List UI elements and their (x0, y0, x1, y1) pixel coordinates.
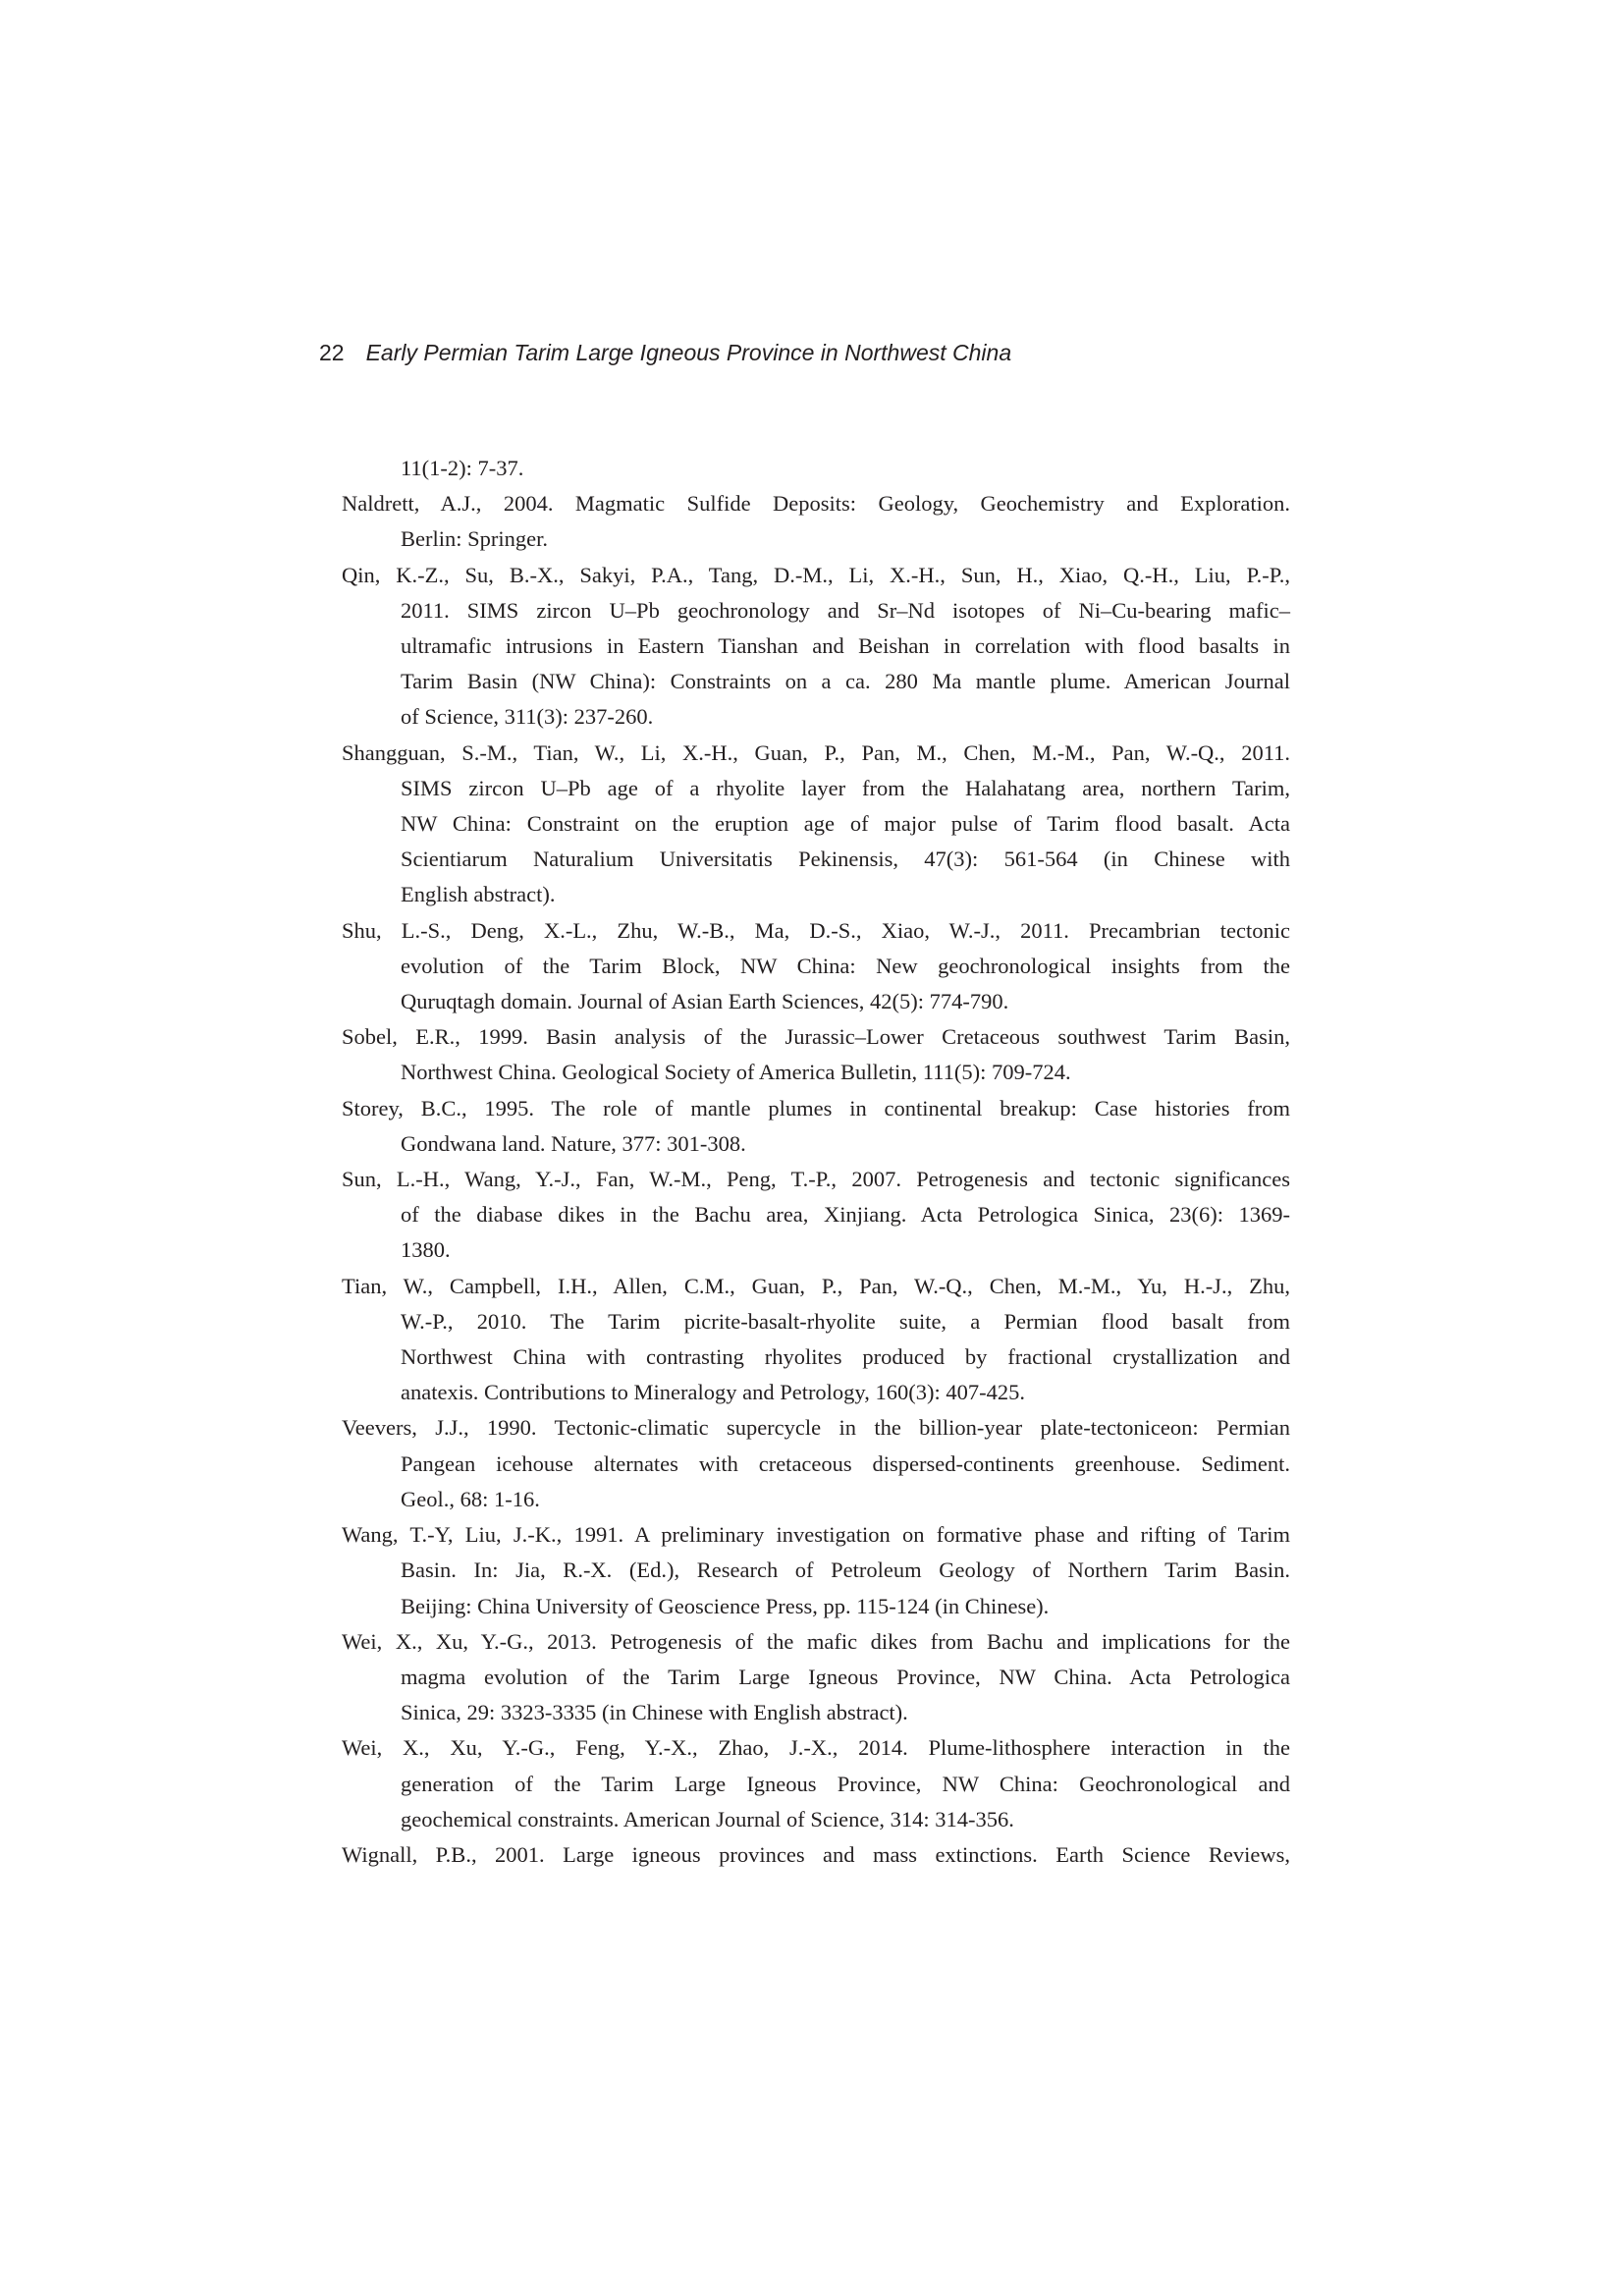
reference-line: of Science, 311(3): 237-260. (401, 704, 654, 730)
reference-line: Shu, L.-S., Deng, X.-L., Zhu, W.-B., Ma, D.-S., Xiao, W.-J., 2011. Precambrian tectonic (342, 917, 1290, 943)
reference-line: Storey, B.C., 1995. The role of mantle plumes in continental breakup: Case histories from (342, 1095, 1290, 1121)
reference-list (342, 451, 1290, 1873)
reference-line: NW China: Constraint on the eruption age of major pulse of Tarim flood basalt. Acta (401, 811, 1290, 837)
reference-line: 1380. (401, 1237, 451, 1263)
reference-entry (342, 1730, 1290, 1837)
reference-line: Naldrett, A.J., 2004. Magmatic Sulfide Deposits: Geology, Geochemistry and Exploration. (342, 491, 1290, 517)
reference-line: magma evolution of the Tarim Large Igneous Province, NW China. Acta Petrologica (401, 1664, 1290, 1689)
reference-entry (342, 451, 1290, 486)
reference-line: Veevers, J.J., 1990. Tectonic-climatic supercycle in the billion-year plate-tectoniceon: Permian (342, 1415, 1290, 1441)
reference-entry (342, 1019, 1290, 1090)
reference-entry (342, 486, 1290, 557)
reference-line: Qin, K.-Z., Su, B.-X., Sakyi, P.A., Tang, D.-M., Li, X.-H., Sun, H., Xiao, Q.-H., Liu, P.-P., (342, 562, 1290, 587)
reference-line: Sinica, 29: 3323-3335 (in Chinese with English abstract). (401, 1700, 908, 1725)
reference-line: Quruqtagh domain. Journal of Asian Earth Sciences, 42(5): 774-790. (401, 989, 1009, 1014)
book-title: Early Permian Tarim Large Igneous Province in Northwest China (365, 340, 1012, 365)
reference-line: Gondwana land. Nature, 377: 301-308. (401, 1130, 746, 1156)
reference-line: geochemical constraints. American Journal of Science, 314: 314-356. (401, 1806, 1014, 1831)
reference-entry (342, 913, 1290, 1020)
reference-line: of the diabase dikes in the Bachu area, Xinjiang. Acta Petrologica Sinica, 23(6): 1369- (401, 1202, 1290, 1228)
reference-line: Tarim Basin (NW China): Constraints on a ca. 280 Ma mantle plume. American Journal (401, 669, 1290, 694)
reference-entry (342, 736, 1290, 913)
reference-line: evolution of the Tarim Block, NW China: New geochronological insights from the (401, 953, 1290, 978)
reference-line: 11(1-2): 7-37. (401, 456, 524, 480)
reference-line: Northwest China with contrasting rhyolites produced by fractional crystallization and (401, 1344, 1290, 1370)
reference-entry (342, 1837, 1290, 1873)
reference-line: anatexis. Contributions to Mineralogy and Petrology, 160(3): 407-425. (401, 1380, 1025, 1405)
reference-line: 2011. SIMS zircon U–Pb geochronology and Sr–Nd isotopes of Ni–Cu-bearing mafic– (401, 597, 1290, 623)
reference-entry (342, 1624, 1290, 1731)
reference-line: SIMS zircon U–Pb age of a rhyolite layer from the Halahatang area, northern Tarim, (401, 775, 1290, 800)
running-head (319, 340, 1011, 366)
reference-line: Sobel, E.R., 1999. Basin analysis of the Jurassic–Lower Cretaceous southwest Tarim Basin, (342, 1024, 1290, 1050)
reference-line: Pangean icehouse alternates with cretaceous dispersed-continents greenhouse. Sediment. (401, 1450, 1290, 1476)
reference-line: generation of the Tarim Large Igneous Province, NW China: Geochronological and (401, 1771, 1290, 1796)
reference-entry (342, 1269, 1290, 1411)
reference-line: W.-P., 2010. The Tarim picrite-basalt-rhyolite suite, a Permian flood basalt from (401, 1308, 1290, 1334)
reference-line: Wei, X., Xu, Y.-G., Feng, Y.-X., Zhao, J.-X., 2014. Plume-lithosphere interaction in the (342, 1735, 1290, 1761)
reference-line: Scientiarum Naturalium Universitatis Pekinensis, 47(3): 561-564 (in Chinese with (401, 847, 1290, 872)
reference-entry (342, 1162, 1290, 1269)
page-number: 22 (319, 340, 345, 365)
reference-line: Basin. In: Jia, R.-X. (Ed.), Research of Petroleum Geology of Northern Tarim Basin. (401, 1558, 1290, 1583)
reference-entry (342, 558, 1290, 736)
reference-entry (342, 1091, 1290, 1162)
reference-entry (342, 1517, 1290, 1624)
reference-line: Wei, X., Xu, Y.-G., 2013. Petrogenesis of the mafic dikes from Bachu and implications for the (342, 1628, 1290, 1654)
reference-line: Berlin: Springer. (401, 526, 548, 552)
reference-line: Wignall, P.B., 2001. Large igneous provinces and mass extinctions. Earth Science Reviews, (342, 1841, 1290, 1867)
reference-entry (342, 1410, 1290, 1517)
reference-line: Northwest China. Geological Society of America Bulletin, 111(5): 709-724. (401, 1060, 1071, 1085)
reference-line: English abstract). (401, 882, 556, 907)
reference-line: Wang, T.-Y, Liu, J.-K., 1991. A preliminary investigation on formative phase and rifting of Tarim (342, 1522, 1290, 1548)
reference-line: Tian, W., Campbell, I.H., Allen, C.M., Guan, P., Pan, W.-Q., Chen, M.-M., Yu, H.-J., Zhu, (342, 1273, 1290, 1298)
reference-line: ultramafic intrusions in Eastern Tianshan and Beishan in correlation with flood basalts in (401, 633, 1290, 659)
reference-line: Sun, L.-H., Wang, Y.-J., Fan, W.-M., Peng, T.-P., 2007. Petrogenesis and tectonic significances (342, 1167, 1290, 1192)
reference-line: Shangguan, S.-M., Tian, W., Li, X.-H., Guan, P., Pan, M., Chen, M.-M., Pan, W.-Q., 2011. (342, 739, 1290, 765)
reference-line: Geol., 68: 1-16. (401, 1486, 540, 1511)
reference-line: Beijing: China University of Geoscience Press, pp. 115-124 (in Chinese). (401, 1593, 1050, 1618)
